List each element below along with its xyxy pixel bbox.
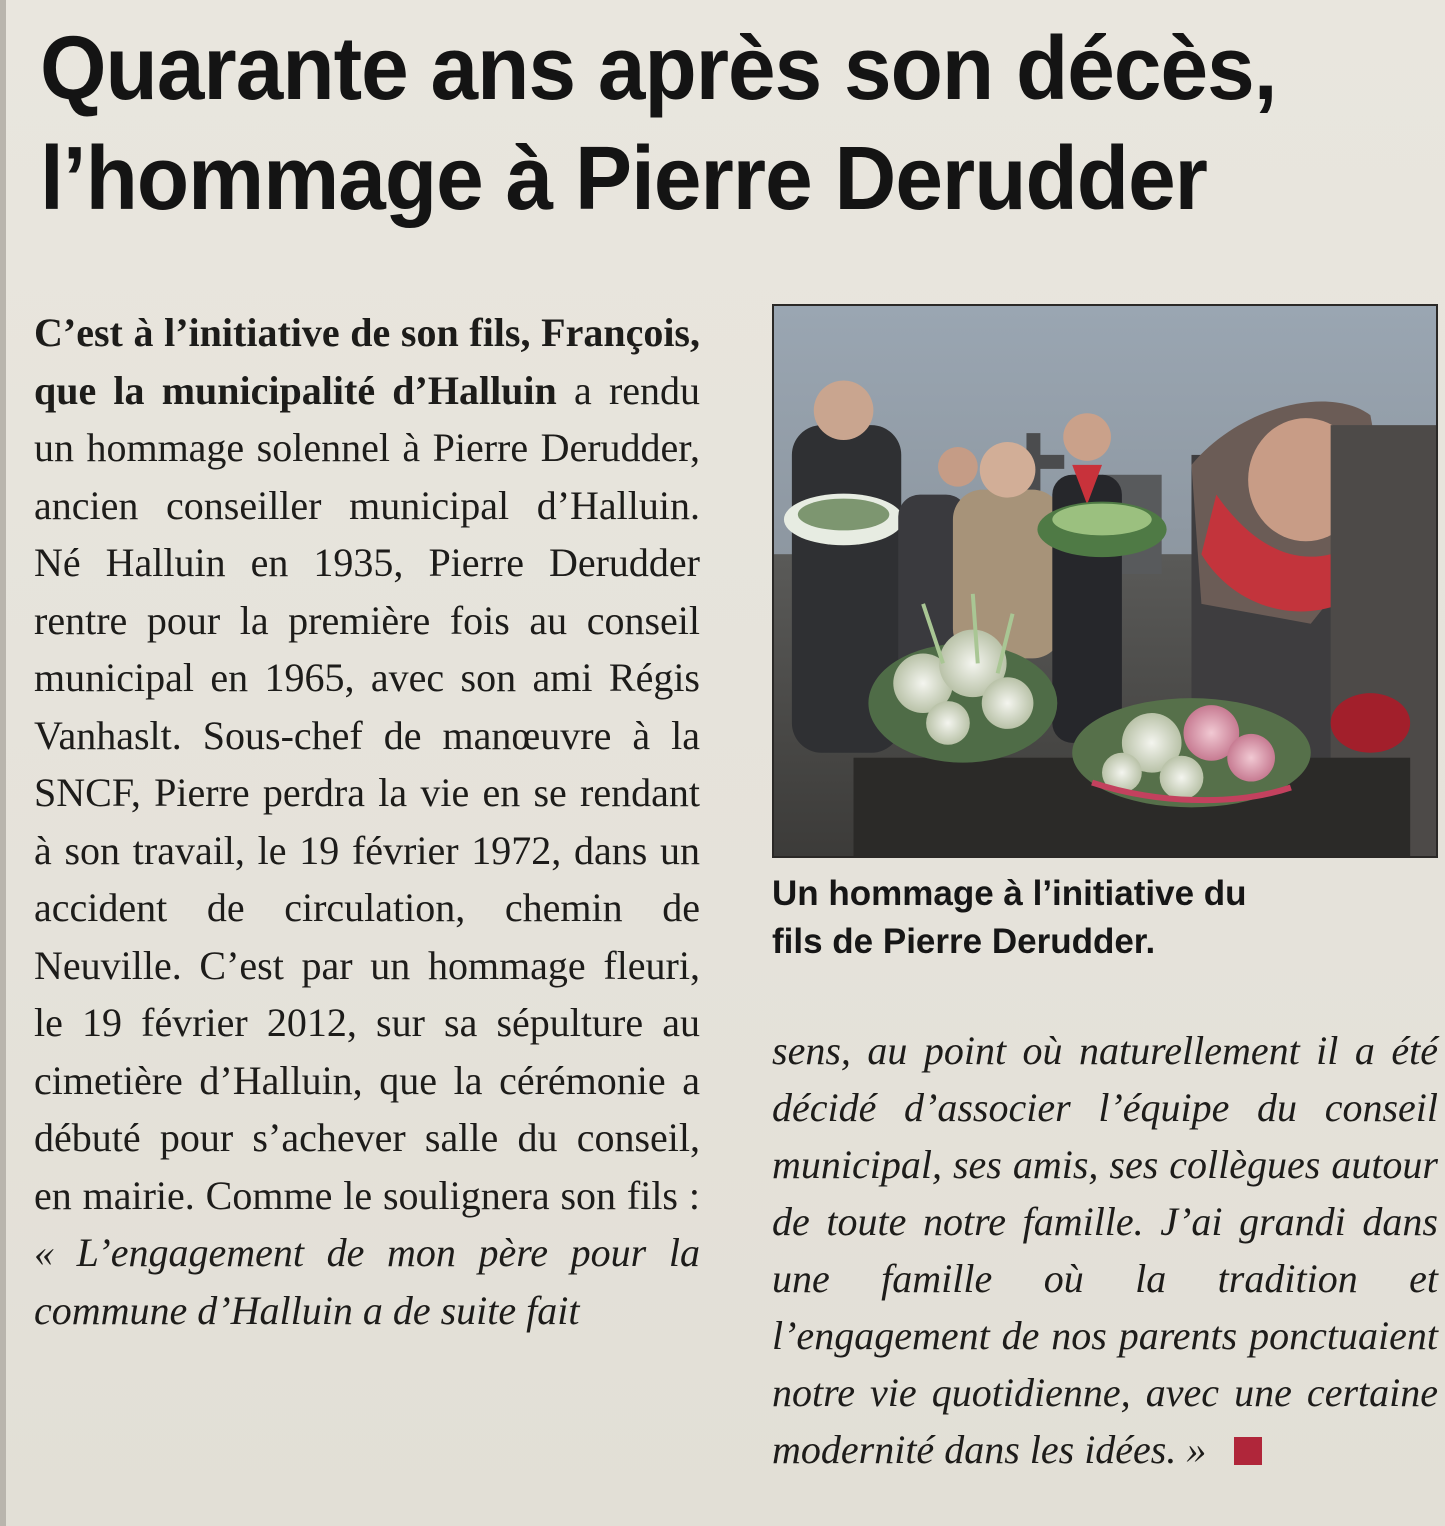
page-edge: [0, 0, 6, 1526]
caption-line-2: fils de Pierre Derudder.: [772, 922, 1156, 961]
right-column: [772, 1022, 1438, 1478]
quote-paragraph: [772, 1022, 1438, 1478]
caption-line-1: Un hommage à l’initiative du: [772, 874, 1247, 913]
headline-line-2: l’hommage à Pierre Derudder: [40, 129, 1208, 229]
headline-line-1: Quarante ans après son décès,: [40, 19, 1277, 119]
photo-caption: [772, 870, 1438, 966]
lead-text: C’est à l’initiative de son fils, François, que la municipalité d’Halluin: [34, 310, 700, 413]
body-paragraph: [34, 304, 700, 1339]
body-text: a rendu un hommage solennel à Pierre Derudder, ancien conseiller municipal d’Halluin. Né Halluin en 1935, Pierre Derudder rentre pour la première fois au conseil municipal en 1965, avec son ami Régis Vanhaslt. Sous-chef de manœuvre à la SNCF, Pierre perdra la vie en se rendant à son travail, le 19 février 1972, dans un accident de circulation, chemin de Neuville. C’est par un hommage fleuri, le 19 février 2012, sur sa sépulture au cimetière d’Halluin, que la cérémonie a débuté pour s’achever salle du conseil, en mairie. Comme le soulignera son fils :: [34, 367, 701, 1218]
left-column: [34, 304, 700, 1339]
quote-start: « L’engagement de mon père pour la commune d’Halluin a de suite fait: [34, 1230, 700, 1333]
headline: [40, 14, 1370, 234]
end-of-article-square-icon: [1234, 1437, 1262, 1465]
article-photo: [772, 304, 1438, 858]
quote-end: sens, au point où naturellement il a été décidé d’associer l’équipe du conseil municipal, ses amis, ses collègues autour de toute notre famille. J’ai grandi dans une famille où la tradition et l’engagement de nos parents ponctuaient notre vie quotidienne, avec une certaine modernité dans les idées. »: [772, 1028, 1438, 1472]
ceremony-photo: [774, 306, 1436, 856]
